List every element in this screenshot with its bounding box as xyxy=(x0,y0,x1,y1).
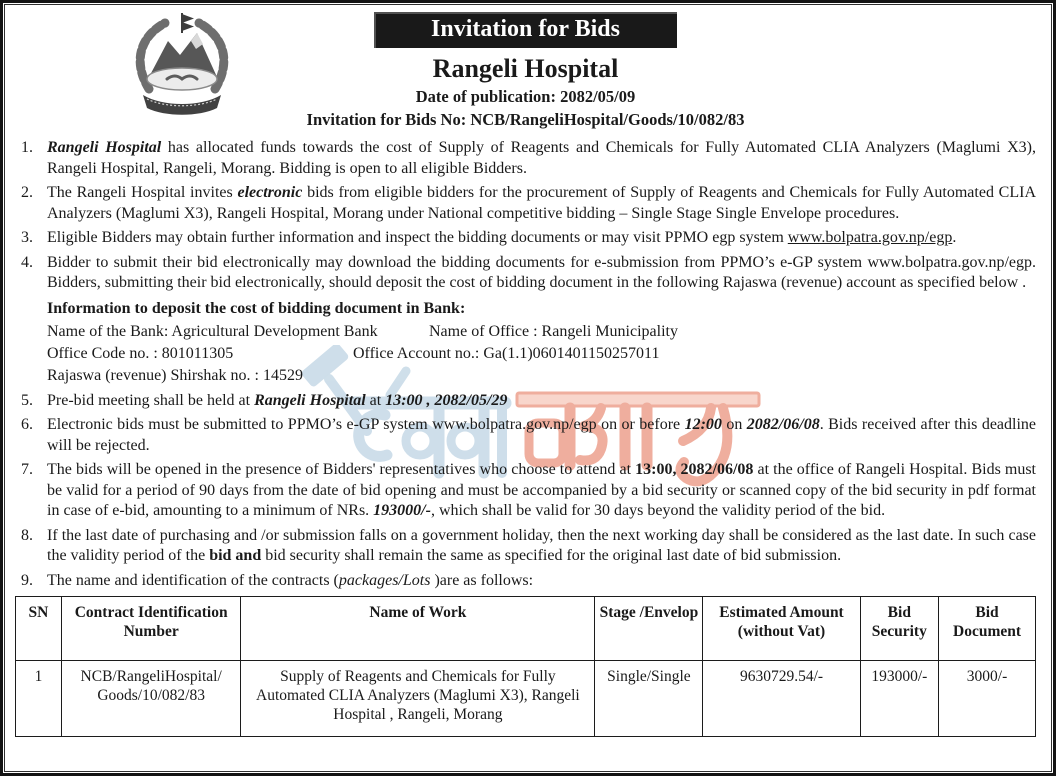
col-header-contract-id: Contract Identification Number xyxy=(61,597,241,661)
col-header-stage-envelop: Stage /Envelop xyxy=(595,597,703,661)
item-number: 3. xyxy=(21,229,33,246)
rajaswa-shirshak-value: Rajaswa (revenue) Shirshak no. : 14529 xyxy=(47,366,303,384)
bank-deposit-info xyxy=(47,298,1036,387)
item-text: Pre-bid meeting shall be held at Rangeli Hospital at 13:00 , 2082/05/29 xyxy=(47,391,508,409)
cell-stage-envelop: Single/Single xyxy=(595,661,703,737)
office-code-value: Office Code no. : 801011305 xyxy=(47,344,234,362)
item-number: 8. xyxy=(21,526,33,544)
table-row xyxy=(16,661,1036,737)
list-item-9 xyxy=(15,571,1036,592)
item-text: The name and identification of the contracts (packages/Lots )are as follows: xyxy=(47,571,534,589)
item-text: Bidder to submit their bid electronically may download the bidding documents for e-submission from PPMO’s e-GP system www.bolpatra.gov.np/egp. Bidders, submitting their bid electronically, should deposit the cost of bidding document in the following Rajaswa (revenue) account as specified below . xyxy=(47,253,1036,291)
item-number: 9. xyxy=(21,571,33,589)
rajaswa-shirshak-line xyxy=(47,365,1036,387)
opening-datetime: 13:00, 2082/06/08 xyxy=(635,461,754,478)
list-item-5 xyxy=(15,391,1036,412)
prebid-datetime: 13:00 , 2082/05/29 xyxy=(385,391,508,409)
cell-contract-id: NCB/RangeliHospital/ Goods/10/082/83 xyxy=(61,661,241,737)
list-item-4 xyxy=(15,253,1036,294)
hospital-name-emphasis: Rangeli Hospital xyxy=(47,139,162,156)
hospital-name: Rangeli Hospital xyxy=(432,54,619,83)
table-header-row xyxy=(16,597,1036,661)
office-name-value: Name of Office : Rangeli Municipality xyxy=(429,322,678,340)
list-item-1 xyxy=(15,138,1036,179)
item-text: Eligible Bidders may obtain further information and inspect the bidding documents or may visit PPMO egp system www.bolpatra.gov.np/egp. xyxy=(47,229,957,246)
item-text: The bids will be opened in the presence of Bidders' representatives who choose to attend at 13:00, 2082/06/08 at the office of Rangeli Hospital. Bids must be valid for a period of 90 days from the date of bid opening and must be accompanied by a bid security or scanned copy of the bid security in pdf format in case of e-bid, amounting to a minimum of NRs. 193000/-, which shall be valid for 30 days beyond the validity period of the bid. xyxy=(47,461,1037,519)
cell-sn: 1 xyxy=(16,661,62,737)
list-item-2 xyxy=(15,183,1036,224)
item-number: 7. xyxy=(21,461,33,478)
item-number: 6. xyxy=(21,416,33,433)
submission-time: 12:00 xyxy=(684,416,722,433)
bank-name-value: Name of the Bank: Agricultural Development Bank xyxy=(47,322,378,340)
office-account-value: Office Account no.: Ga(1.1)0601401150257011 xyxy=(353,344,660,362)
publication-date-line: Date of publication: 2082/05/09 xyxy=(415,87,636,106)
bolpatra-url-link[interactable]: www.bolpatra.gov.np/egp xyxy=(787,229,953,246)
bank-name-line xyxy=(47,321,1036,343)
cell-bid-security: 193000/- xyxy=(860,661,939,737)
item-number: 2. xyxy=(21,184,33,201)
cell-bid-document: 3000/- xyxy=(939,661,1036,737)
col-header-sn: SN xyxy=(16,597,62,661)
title-box xyxy=(374,12,677,48)
item-number: 1. xyxy=(21,139,33,156)
item-text: Electronic bids must be submitted to PPMO’s e-GP system www.bolpatra.gov.np/egp on or before 12:00 on 2082/06/08. Bids received after this deadline will be rejected. xyxy=(47,416,1037,454)
col-header-bid-security: Bid Security xyxy=(860,597,939,661)
list-item-6 xyxy=(15,415,1036,456)
list-item-3 xyxy=(15,228,1036,249)
office-code-line xyxy=(47,343,1036,365)
title-box-label: Invitation for Bids xyxy=(431,16,620,42)
item-number: 4. xyxy=(21,253,33,271)
item-text: The Rangeli Hospital invites electronic bids from eligible bidders for the procurement of Supply of Reagents and Chemicals for Fully Automated CLIA Analyzers (Maglumi X3), Rangeli Hospital, Morang under National competitive bidding – Single Stage Single Envelope procedures. xyxy=(47,184,1037,222)
cell-name-of-work: Supply of Reagents and Chemicals for Fully Automated CLIA Analyzers (Maglumi X3), Rangeli Hospital , Rangeli, Morang xyxy=(241,661,595,737)
col-header-name-of-work: Name of Work xyxy=(241,597,595,661)
cell-estimated-amount: 9630729.54/- xyxy=(703,661,860,737)
bid-number-line: Invitation for Bids No: NCB/RangeliHospital/Goods/10/082/83 xyxy=(306,110,745,129)
bid-security-amount: 193000/- xyxy=(373,502,431,519)
col-header-estimated-amount: Estimated Amount (without Vat) xyxy=(703,597,860,661)
item-number: 5. xyxy=(21,391,33,409)
contracts-table xyxy=(15,596,1036,737)
list-item-8 xyxy=(15,526,1036,567)
item-text: Rangeli Hospital has allocated funds towards the cost of Supply of Reagents and Chemicals for Fully Automated CLIA Analyzers (Maglumi X3), Rangeli Hospital, Rangeli, Morang. Bidding is open to all eligible Bidders. xyxy=(47,139,1036,177)
submission-date: 2082/06/08 xyxy=(746,416,820,433)
col-header-bid-document: Bid Document xyxy=(939,597,1036,661)
bank-info-heading: Information to deposit the cost of bidding document in Bank: xyxy=(47,299,466,317)
item-text: If the last date of purchasing and /or submission falls on a government holiday, then the next working day shall be considered as the last date. In such case the validity period of the bid and bid security shall remain the same as specified for the original last date of bid submission. xyxy=(47,526,1036,564)
list-item-7 xyxy=(15,460,1036,522)
